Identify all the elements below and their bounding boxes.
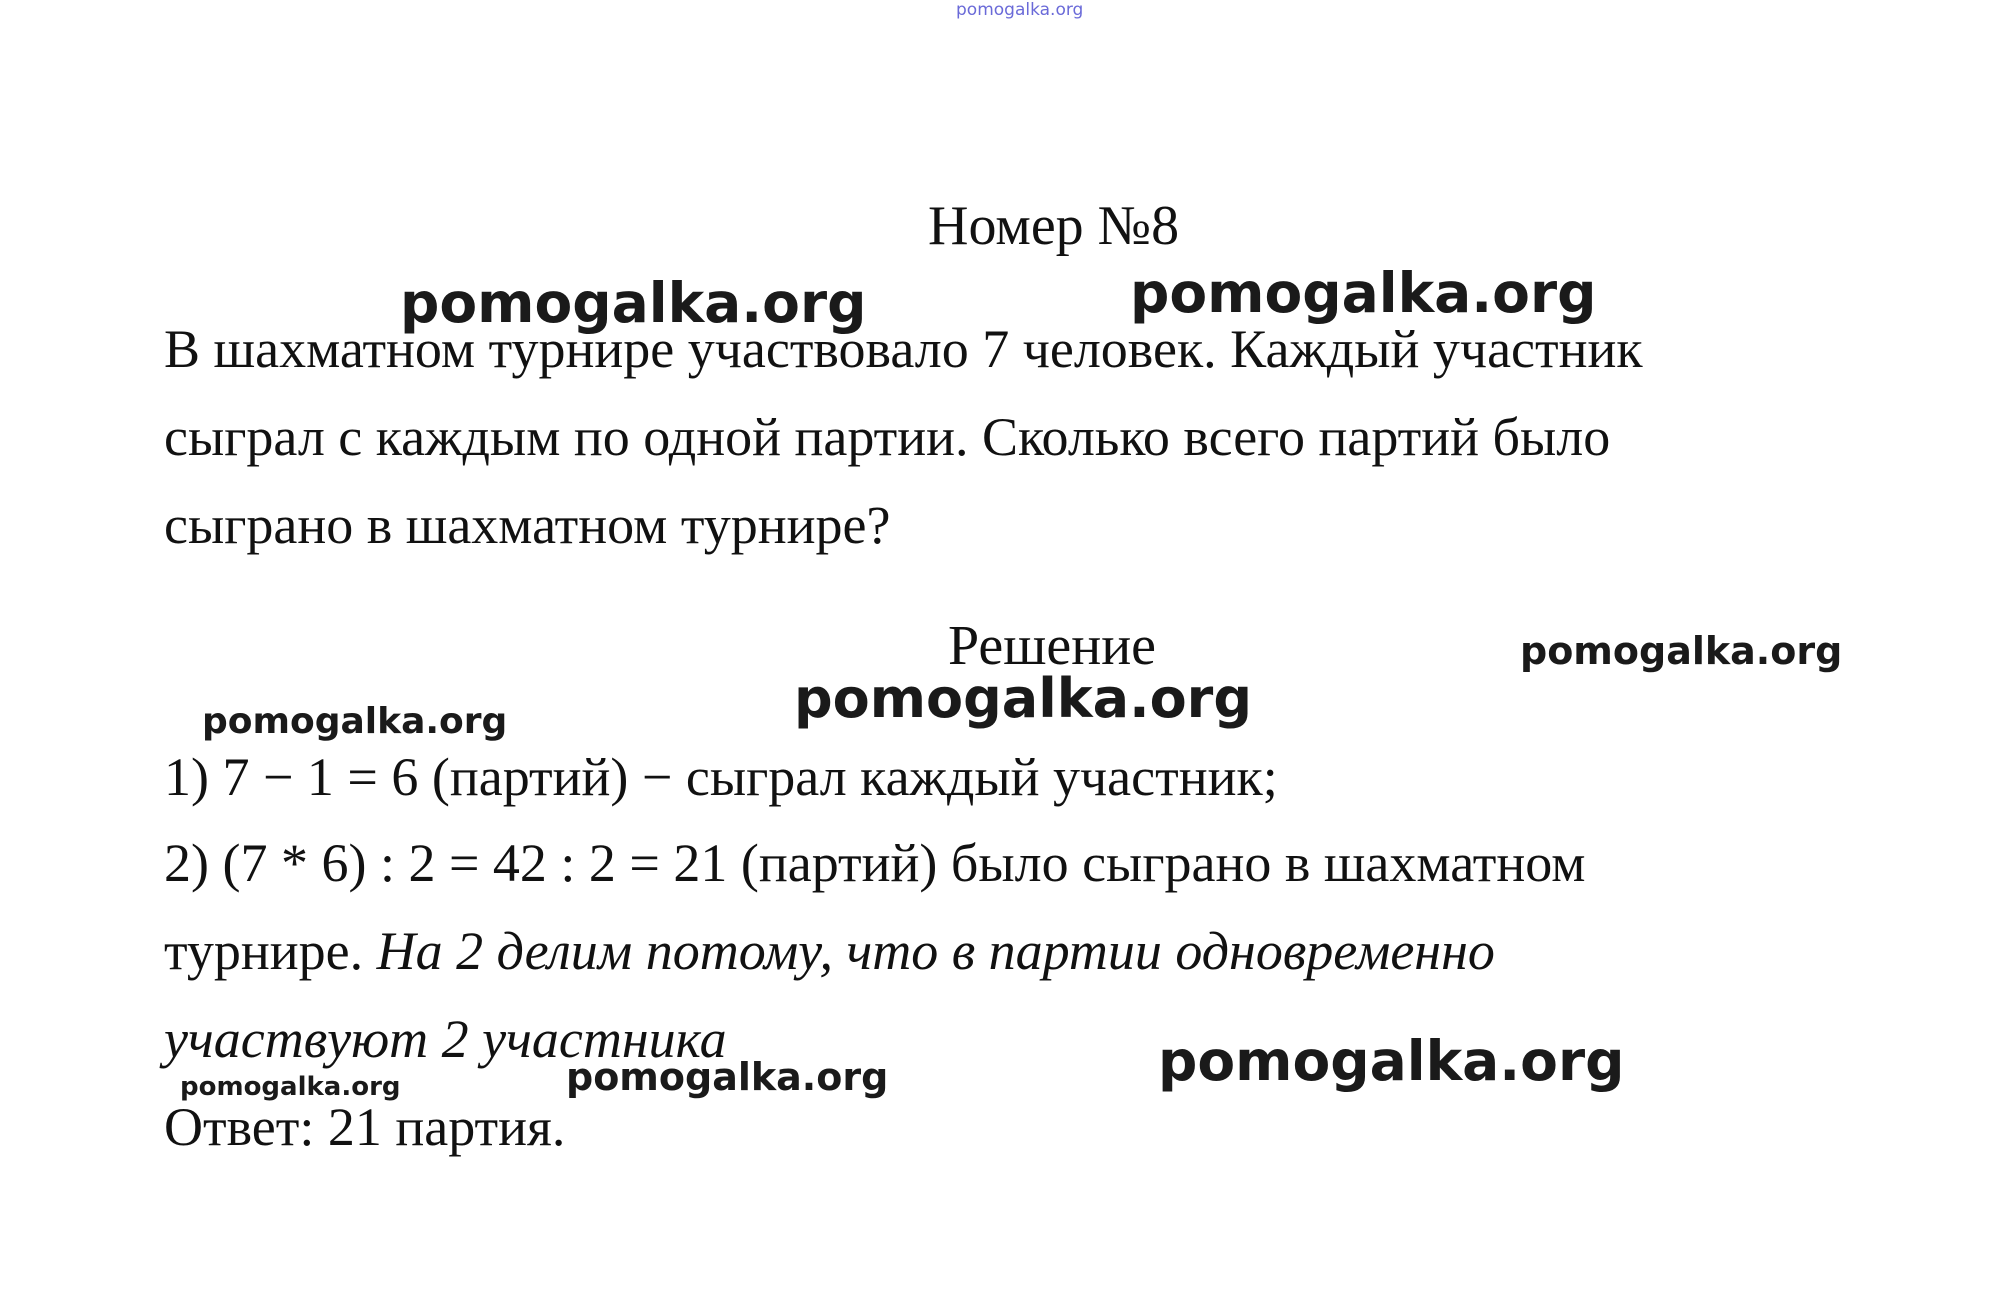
watermark: pomogalka.org [202, 701, 508, 742]
watermark: pomogalka.org [794, 667, 1252, 730]
watermark: pomogalka.org [566, 1055, 889, 1099]
watermark: pomogalka.org [1130, 261, 1597, 325]
solution-step-1: 1) 7 − 1 = 6 (партий) − сыграл каждый участник; [164, 747, 1278, 807]
watermark: pomogalka.org [1158, 1029, 1625, 1093]
answer-line: Ответ: 21 партия. [164, 1097, 566, 1157]
page-title: Номер №8 [928, 195, 1180, 257]
problem-text-line-2: сыграл с каждым по одной партии. Сколько всего партий было [164, 407, 1611, 467]
watermark: pomogalka.org [1520, 629, 1843, 673]
solution-step-2-explanation: На 2 делим потому, что в партии одновременно [376, 921, 1495, 981]
solution-step-2-line-1: 2) (7 * 6) : 2 = 42 : 2 = 21 (партий) было сыграно в шахматном [164, 833, 1586, 893]
solution-step-2-line-3: участвуют 2 участника [164, 1009, 727, 1069]
solution-step-2-plain: турнире. [164, 921, 377, 981]
watermark: pomogalka.org [180, 1072, 401, 1102]
watermark: pomogalka.org [400, 271, 867, 335]
problem-text-line-1: В шахматном турнире участвовало 7 человек. Каждый участник [164, 319, 1643, 379]
watermark-top: pomogalka.org [956, 0, 1084, 20]
solution-step-2-line-2 [164, 921, 1495, 981]
solution-heading: Решение [948, 615, 1157, 677]
problem-text-line-3: сыграно в шахматном турнире? [164, 495, 891, 555]
